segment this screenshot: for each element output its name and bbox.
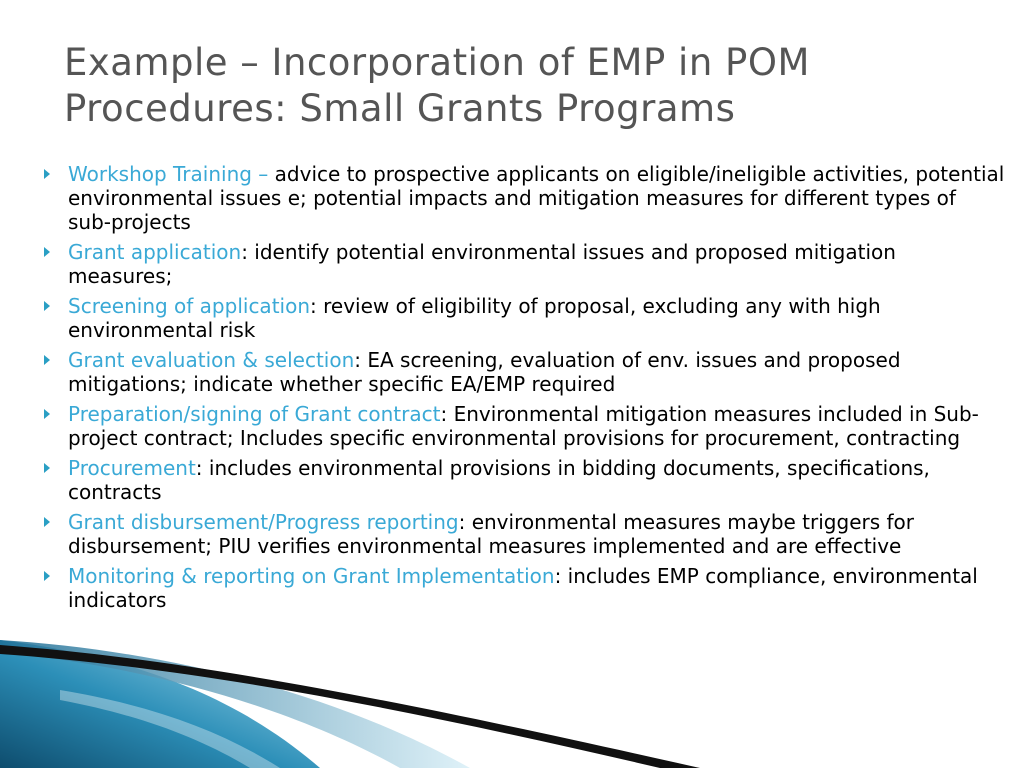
bullet-item-workshop-training bbox=[40, 162, 1005, 234]
bullet-item-procurement bbox=[40, 456, 1005, 504]
bullet-item-screening bbox=[40, 294, 1005, 342]
bullet-list bbox=[40, 162, 1005, 618]
triangle-right-icon bbox=[44, 409, 50, 419]
bullet-text: : includes EMP compliance, environmental indicators bbox=[68, 564, 978, 612]
slide-title-line-1: Example – Incorporation of EMP in POM bbox=[64, 41, 810, 84]
triangle-right-icon bbox=[44, 517, 50, 527]
bullet-lead: Workshop Training – bbox=[68, 162, 275, 186]
bullet-text: advice to prospective applicants on eligible/ineligible activities, potential environmental issues e; potential impacts and mitigation measures for different types of sub-projects bbox=[68, 162, 1005, 234]
bullet-text: : identify potential environmental issues and proposed mitigation measures; bbox=[68, 240, 896, 288]
bullet-lead: Screening of application bbox=[68, 294, 311, 318]
triangle-right-icon bbox=[44, 247, 50, 257]
bullet-lead: Preparation/signing of Grant contract bbox=[68, 402, 441, 426]
bullet-text: : EA screening, evaluation of env. issues and proposed mitigations; indicate whether specific EA/EMP required bbox=[68, 348, 901, 396]
bullet-text: : environmental measures maybe triggers for disbursement; PIU verifies environmental measures implemented and are effective bbox=[68, 510, 914, 558]
bullet-item-evaluation-selection bbox=[40, 348, 1005, 396]
bullet-item-grant-application bbox=[40, 240, 1005, 288]
bullet-lead: Grant application bbox=[68, 240, 242, 264]
bullet-item-monitoring bbox=[40, 564, 1005, 612]
triangle-right-icon bbox=[44, 571, 50, 581]
bullet-text: : includes environmental provisions in bidding documents, specifications, contracts bbox=[68, 456, 930, 504]
bullet-lead: Grant disbursement/Progress reporting bbox=[68, 510, 459, 534]
bullet-item-grant-contract bbox=[40, 402, 1005, 450]
swoosh-main-shape bbox=[0, 640, 320, 768]
bullet-text: : review of eligibility of proposal, excluding any with high environmental risk bbox=[68, 294, 881, 342]
slide-title bbox=[64, 40, 994, 132]
swoosh-light-band bbox=[0, 640, 470, 768]
swoosh-dark-line bbox=[0, 645, 700, 768]
triangle-right-icon bbox=[44, 463, 50, 473]
bullet-lead: Monitoring & reporting on Grant Implementation bbox=[68, 564, 555, 588]
triangle-right-icon bbox=[44, 355, 50, 365]
bullet-item-disbursement bbox=[40, 510, 1005, 558]
bullet-lead: Procurement bbox=[68, 456, 196, 480]
bullet-text: : Environmental mitigation measures included in Sub-project contract; Includes specific environmental provisions for procurement, contracting bbox=[68, 402, 979, 450]
triangle-right-icon bbox=[44, 301, 50, 311]
swoosh-highlight bbox=[60, 690, 280, 768]
bullet-lead: Grant evaluation & selection bbox=[68, 348, 355, 372]
slide-title-line-2: Procedures: Small Grants Programs bbox=[64, 87, 736, 130]
triangle-right-icon bbox=[44, 169, 50, 179]
